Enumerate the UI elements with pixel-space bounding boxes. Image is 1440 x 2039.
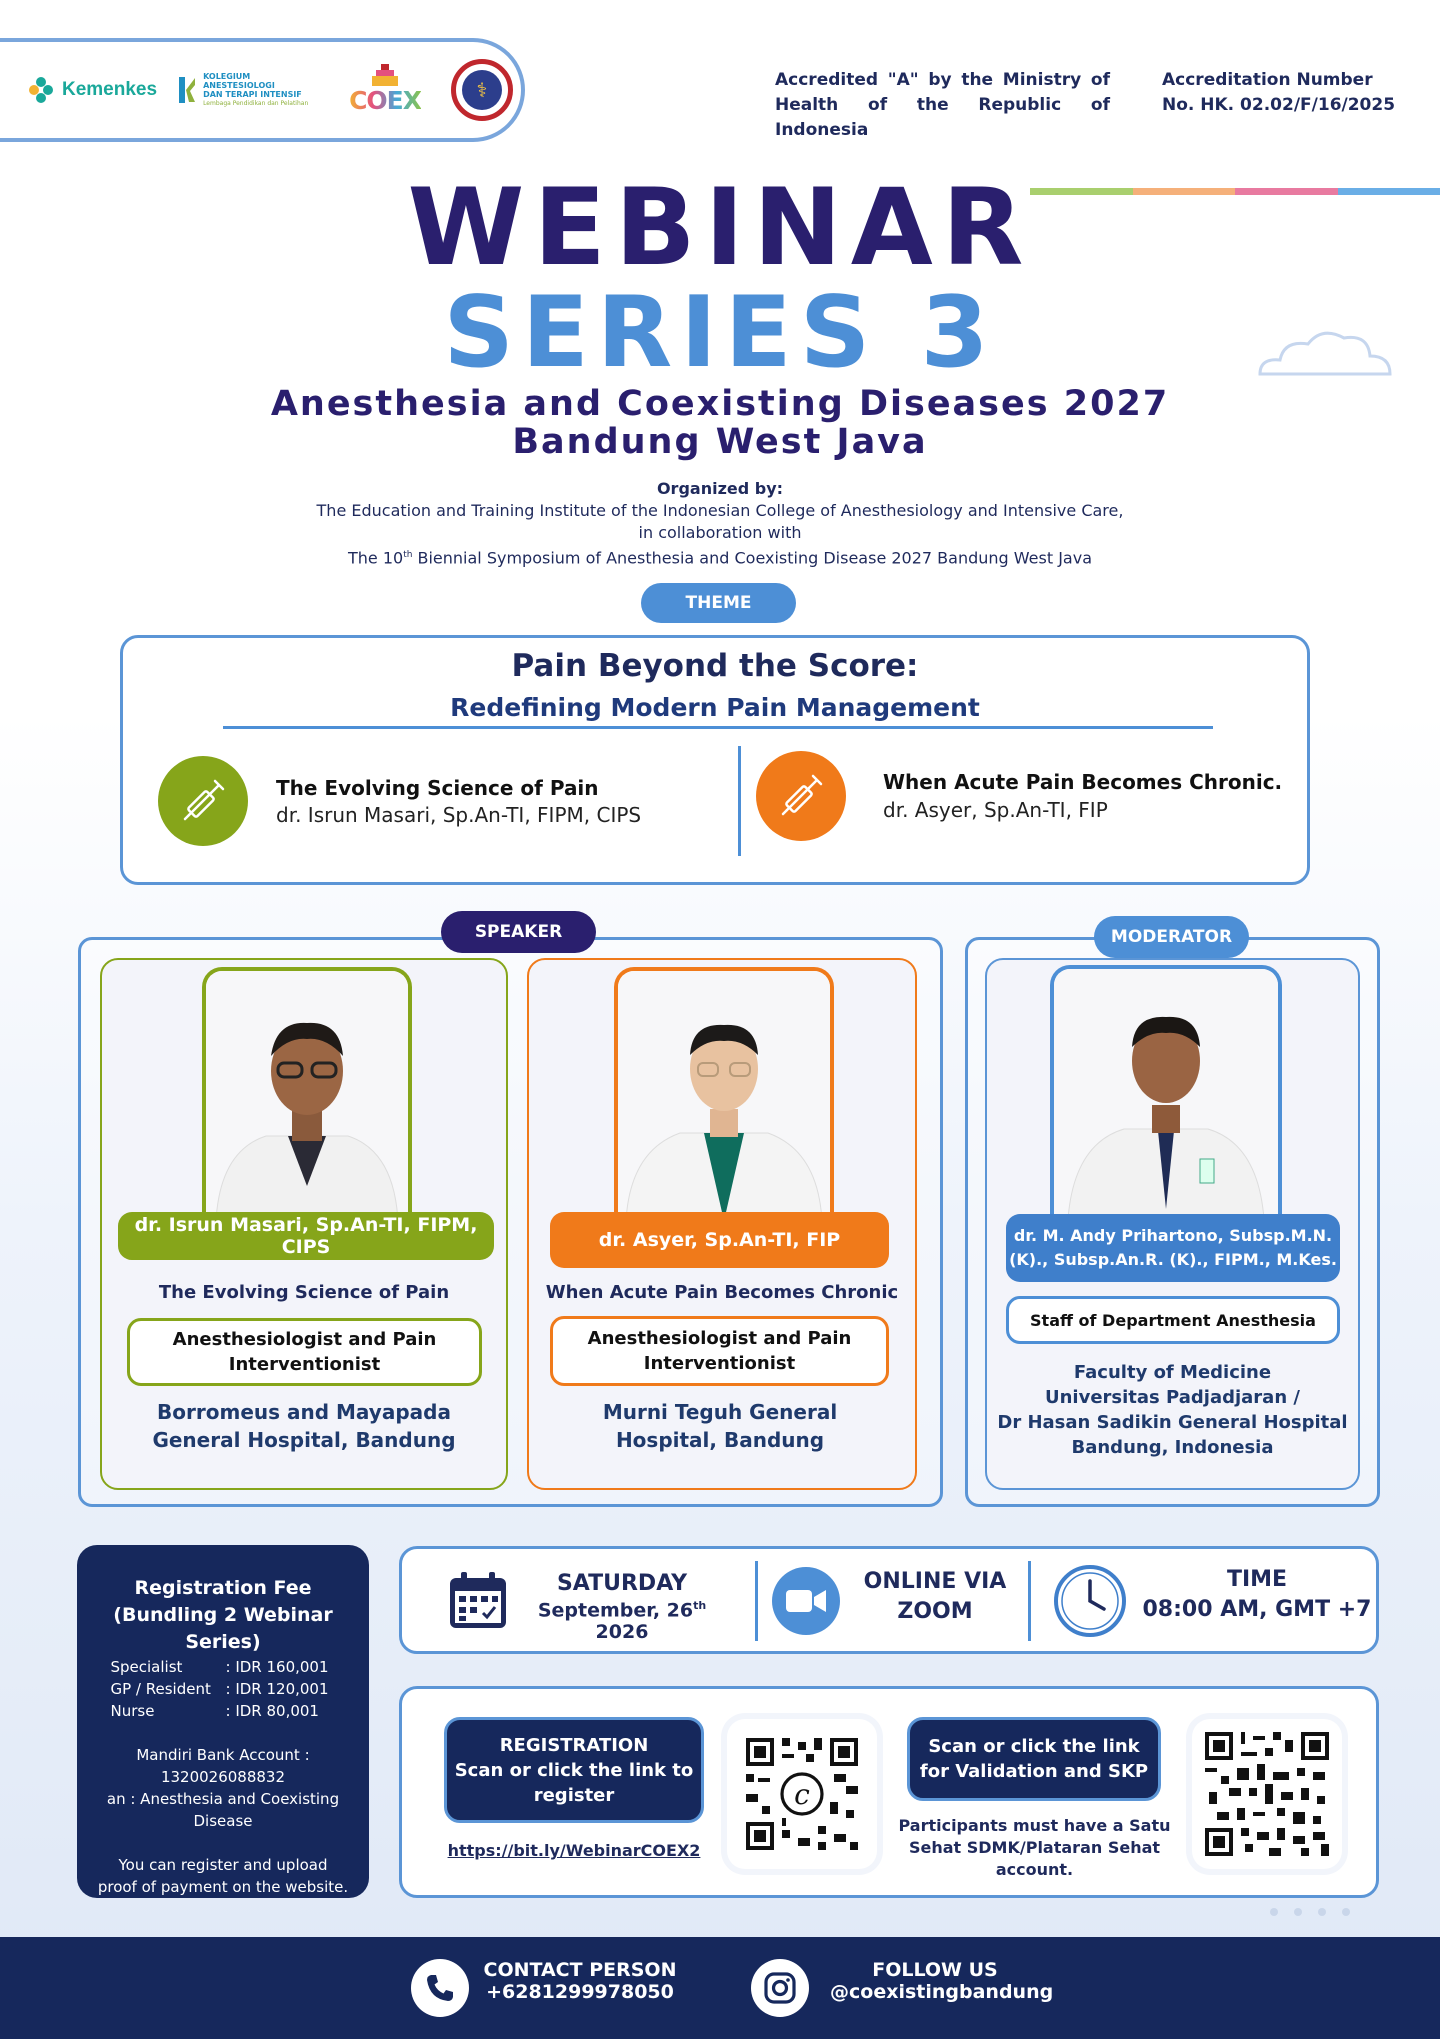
instagram-handle[interactable]: @coexistingbandung	[830, 1981, 1054, 2003]
moderator-photo	[1050, 965, 1282, 1225]
speaker-photo-1	[202, 967, 412, 1217]
kemenkes-icon	[26, 75, 56, 105]
bank-account-number: 1320026088832	[160, 1768, 286, 1786]
registration-button-line3: register	[533, 1784, 615, 1806]
event-platform-line2: ZOOM	[897, 1599, 973, 1624]
kemenkes-logo	[26, 75, 157, 105]
event-location: Bandung West Java	[512, 422, 928, 462]
theme-topic-1-speaker: dr. Isrun Masari, Sp.An-TI, FIPM, CIPS	[276, 803, 642, 827]
validation-button-line2: for Validation and SKP	[919, 1761, 1149, 1782]
moderator-role: Staff of Department Anesthesia	[1006, 1296, 1340, 1344]
fee-row-value: : IDR 160,001	[225, 1658, 329, 1676]
organizer-block	[0, 478, 1440, 569]
contact-phone[interactable]: +6281299978050	[486, 1981, 674, 2003]
svg-text:c: c	[794, 1778, 810, 1811]
speaker-hospital-2: Murni Teguh General Hospital, Bandung	[602, 1400, 838, 1452]
info-divider	[755, 1561, 758, 1641]
validation-note-2: Sehat SDMK/Plataran Sehat	[908, 1838, 1161, 1857]
organizer-line3-post: Biennial Symposium of Anesthesia and Coexisting Disease 2027 Bandung West Java	[412, 548, 1092, 568]
registration-button[interactable]	[444, 1717, 704, 1823]
organizer-label: Organized by:	[656, 479, 784, 498]
registration-button-title: REGISTRATION	[499, 1734, 649, 1756]
kolegium-line3: DAN TERAPI INTENSIF	[203, 90, 302, 99]
event-date-pre: September, 26	[537, 1599, 694, 1622]
fee-row-label: GP / Resident	[110, 1680, 211, 1698]
theme-topic-2-title: When Acute Pain Becomes Chronic.	[883, 770, 1283, 794]
follow-us	[830, 1959, 1054, 2003]
theme-title: Pain Beyond the Score:	[511, 648, 919, 684]
kolegium-line2: ANESTESIOLOGI	[203, 81, 275, 90]
event-time-label: TIME	[1226, 1567, 1288, 1592]
validation-note	[897, 1815, 1172, 1881]
event-platform-line1: ONLINE VIA	[863, 1569, 1007, 1594]
speaker-role-2: Anesthesiologist and Pain Interventionist	[550, 1316, 889, 1386]
fee-note-1: You can register and upload	[118, 1856, 328, 1874]
organizer-line1: The Education and Training Institute of the Indonesian College of Anesthesiology and Intensive Care,	[316, 501, 1124, 520]
validation-skp-button[interactable]	[907, 1717, 1161, 1801]
kemenkes-text: Kemenkes	[62, 79, 158, 100]
bank-account-name-2: Disease	[193, 1812, 253, 1830]
coex-small-text	[345, 115, 425, 120]
theme-label: THEME	[641, 583, 796, 623]
fee-row-label: Nurse	[110, 1702, 155, 1720]
title-series: SERIES 3	[443, 276, 997, 390]
info-divider	[1028, 1561, 1031, 1641]
registration-button-line2: Scan or click the link to	[454, 1759, 694, 1781]
moderator-name-line1: dr. M. Andy Prihartono, Subsp.M.N.	[1013, 1226, 1333, 1245]
accreditation-statement: Accredited "A" by the Ministry of Health of the Republic of Indonesia	[775, 70, 1110, 140]
event-subtitle: Anesthesia and Coexisting Diseases 2027	[270, 384, 1170, 424]
registration-link[interactable]: https://bit.ly/WebinarCOEX2	[447, 1841, 701, 1860]
qr-code-icon	[1205, 1732, 1329, 1856]
coex-text: COEX	[349, 86, 422, 115]
fee-title: Registration Fee	[134, 1577, 312, 1599]
decorative-dots	[1270, 1908, 1350, 1916]
instagram-icon	[751, 1959, 809, 2017]
speaker-portrait-icon	[618, 971, 830, 1217]
event-info-bar	[399, 1546, 1379, 1654]
registration-fee-box	[77, 1545, 369, 1898]
speaker-topic-1: The Evolving Science of Pain	[158, 1282, 450, 1303]
building-icon	[370, 64, 400, 86]
syringe-icon	[756, 751, 846, 841]
fee-row	[77, 1656, 369, 1678]
qr-code-icon	[746, 1738, 858, 1850]
logo-bar	[0, 38, 525, 142]
validation-note-1: Participants must have a Satu	[898, 1816, 1171, 1835]
registration-qr-code[interactable]	[727, 1719, 877, 1869]
moderator-affiliation-4: Bandung, Indonesia	[1071, 1437, 1274, 1458]
event-date-post: 2026	[595, 1621, 649, 1644]
fee-row	[77, 1678, 369, 1700]
theme-topic-2-speaker: dr. Asyer, Sp.An-TI, FIP	[883, 798, 1108, 822]
accreditation-number	[1162, 68, 1422, 118]
speaker-name-2: dr. Asyer, Sp.An-TI, FIP	[550, 1212, 889, 1268]
moderator-name	[1006, 1214, 1340, 1282]
speaker-photo-2	[614, 967, 834, 1217]
theme-divider-line	[223, 726, 1213, 729]
speaker-topic-2: When Acute Pain Becomes Chronic	[545, 1282, 899, 1303]
validation-button-line1: Scan or click the link	[928, 1736, 1140, 1757]
speaker-name-1: dr. Isrun Masari, Sp.An-TI, FIPM, CIPS	[118, 1212, 494, 1260]
society-seal-logo	[451, 59, 513, 121]
moderator-affiliation	[995, 1360, 1350, 1460]
follow-label: FOLLOW US	[872, 1959, 998, 1981]
video-camera-icon	[772, 1567, 840, 1635]
accreditation-number-label: Accreditation Number	[1162, 70, 1373, 90]
organizer-line3	[0, 544, 1440, 569]
event-date-value	[522, 1599, 722, 1643]
event-date	[522, 1569, 722, 1643]
fee-note-2: proof of payment on the website.	[97, 1878, 349, 1896]
moderator-affiliation-1: Faculty of Medicine	[1073, 1362, 1272, 1383]
theme-vertical-divider	[738, 746, 741, 856]
coex-logo	[339, 60, 431, 120]
moderator-label: MODERATOR	[1094, 916, 1249, 958]
fee-row	[77, 1700, 369, 1722]
event-date-sup: th	[693, 1599, 707, 1612]
speaker-portrait-icon	[206, 971, 408, 1217]
organizer-line3-sup: th	[403, 550, 413, 560]
bank-account-name-1: an : Anesthesia and Coexisting	[106, 1790, 340, 1808]
kolegium-tagline: Lembaga Pendidikan dan Pelatihan	[203, 100, 309, 107]
kolegium-icon	[177, 75, 197, 105]
clock-icon	[1052, 1563, 1128, 1639]
caduceus-icon: ⚕	[462, 70, 502, 110]
kolegium-line1: KOLEGIUM	[203, 72, 251, 81]
theme-topic-1-title: The Evolving Science of Pain	[276, 776, 599, 800]
footer	[0, 1937, 1440, 2039]
bank-label: Mandiri Bank Account :	[136, 1746, 310, 1764]
registration-section	[399, 1686, 1379, 1898]
validation-qr-code[interactable]	[1192, 1719, 1342, 1869]
title-webinar: WEBINAR	[407, 166, 1033, 289]
speaker-hospital-1: Borromeus and Mayapada General Hospital, Bandung	[152, 1400, 456, 1452]
event-time-value: 08:00 AM, GMT +7	[1142, 1597, 1372, 1622]
fee-row-label: Specialist	[110, 1658, 183, 1676]
moderator-affiliation-3: Dr Hasan Sadikin General Hospital	[997, 1412, 1348, 1433]
moderator-name-line2: (K)., Subsp.An.R. (K)., FIPM., M.Kes.	[1009, 1250, 1337, 1269]
fee-row-value: : IDR 80,001	[225, 1702, 319, 1720]
kolegium-logo	[177, 72, 319, 108]
organizer-line2: in collaboration with	[638, 523, 802, 542]
validation-note-3: account.	[995, 1860, 1074, 1879]
phone-icon	[411, 1959, 469, 2017]
event-platform	[850, 1567, 1020, 1627]
calendar-icon	[447, 1569, 509, 1631]
fee-subtitle: (Bundling 2 Webinar Series)	[113, 1604, 333, 1653]
event-day: SATURDAY	[556, 1571, 688, 1596]
speaker-role-1: Anesthesiologist and Pain Interventionist	[127, 1318, 482, 1386]
moderator-portrait-icon	[1054, 969, 1278, 1225]
theme-subtitle: Redefining Modern Pain Management	[450, 693, 980, 722]
contact-label: CONTACT PERSON	[483, 1959, 677, 1981]
fee-row-value: : IDR 120,001	[225, 1680, 329, 1698]
theme-box	[120, 635, 1310, 885]
moderator-affiliation-2: Universitas Padjadjaran /	[1045, 1387, 1300, 1408]
contact-person	[480, 1959, 680, 2003]
event-time	[1142, 1565, 1372, 1625]
syringe-icon	[158, 756, 248, 846]
speaker-label: SPEAKER	[441, 911, 596, 953]
organizer-line3-pre: The 10	[347, 548, 404, 568]
accreditation-number-value: No. HK. 02.02/F/16/2025	[1162, 95, 1396, 115]
